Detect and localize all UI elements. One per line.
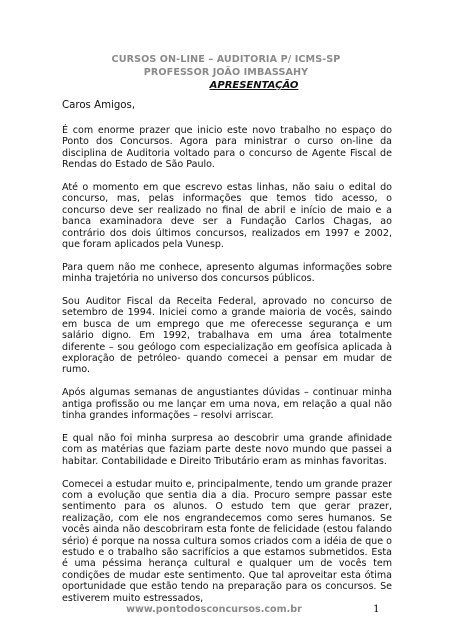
paragraph: Para quem não me conhece, apresento algumas informações sobre minha trajetória no universo dos concursos públicos. (62, 261, 392, 285)
section-title: APRESENTAÇÃO (209, 80, 299, 91)
course-header (0, 54, 452, 79)
header-course-line: CURSOS ON-LINE – AUDITORIA P/ ICMS-SP (111, 54, 341, 65)
paragraph: É com enorme prazer que inicio este novo trabalho no espaço do Ponto dos Concursos. Agora para ministrar o curso on-line da disciplina de Auditoria voltado para o concurso de Agente Fiscal de Rendas do Estado de São Paulo. (62, 125, 392, 171)
paragraph: Até o momento em que escrevo estas linhas, não saiu o edital do concurso, mas, pelas informações que temos tido acesso, o concurso deve ser realizado no final de abril e início de maio e a banca examinadora deve ser a Fundação Carlos Chagas, ao contrário dos dois últimos concursos, realizados em 1997 e 2002, que foram aplicados pela Vunesp. (62, 182, 392, 251)
paragraph: E qual não foi minha surpresa ao descobrir uma grande afinidade com as matérias que faziam parte deste novo mundo que passei a habitar. Contabilidade e Direito Tributário eram as minhas favoritas. (62, 432, 392, 467)
header-professor-line: PROFESSOR JOÃO IMBASSAHY (143, 66, 309, 78)
footer-website-link[interactable]: www.pontodosconcursos.com.br (126, 604, 302, 615)
paragraph: Comecei a estudar muito e, principalmente, tendo um grande prazer com a evolução que sentia dia a dia. Procuro sempre passar este sentimento para os alunos. O estudo tem que gerar prazer, realização, com ele nos engrandecemos como seres humanos. Se vocês ainda não descobriram esta fonte de felicidade (estou falando sério) é porque na nossa cultura somos criados com a idéia de que o estudo e o trabalho são sacrifícios a que estamos submetidos. Esta é uma péssima herança cultural e qualquer um de vocês tem condições de mudar este sentimento. Que tal aproveitar esta ótima oportunidade que estão tendo na preparação para os concursos. Se estiverem muito estressados, (62, 478, 393, 604)
body-text (62, 125, 392, 615)
page-number: 1 (373, 603, 380, 615)
paragraph: Sou Auditor Fiscal da Receita Federal, aprovado no concurso de setembro de 1994. Iniciei como a grande maioria de vocês, saindo em busca de um emprego que me oferecesse segurança e um salário digno. Em 1992, trabalhava em uma área totalmente diferente – sou geólogo com especialização em geofísica aplicada à exploração de petróleo- quando comecei a pensar em mudar de rumo. (62, 296, 392, 376)
greeting: Caros Amigos, (62, 100, 136, 111)
paragraph: Após algumas semanas de angustiantes dúvidas – continuar minha antiga profissão ou me lançar em uma nova, em relação a qual não tinha grandes informações – resolvi arriscar. (62, 387, 392, 422)
